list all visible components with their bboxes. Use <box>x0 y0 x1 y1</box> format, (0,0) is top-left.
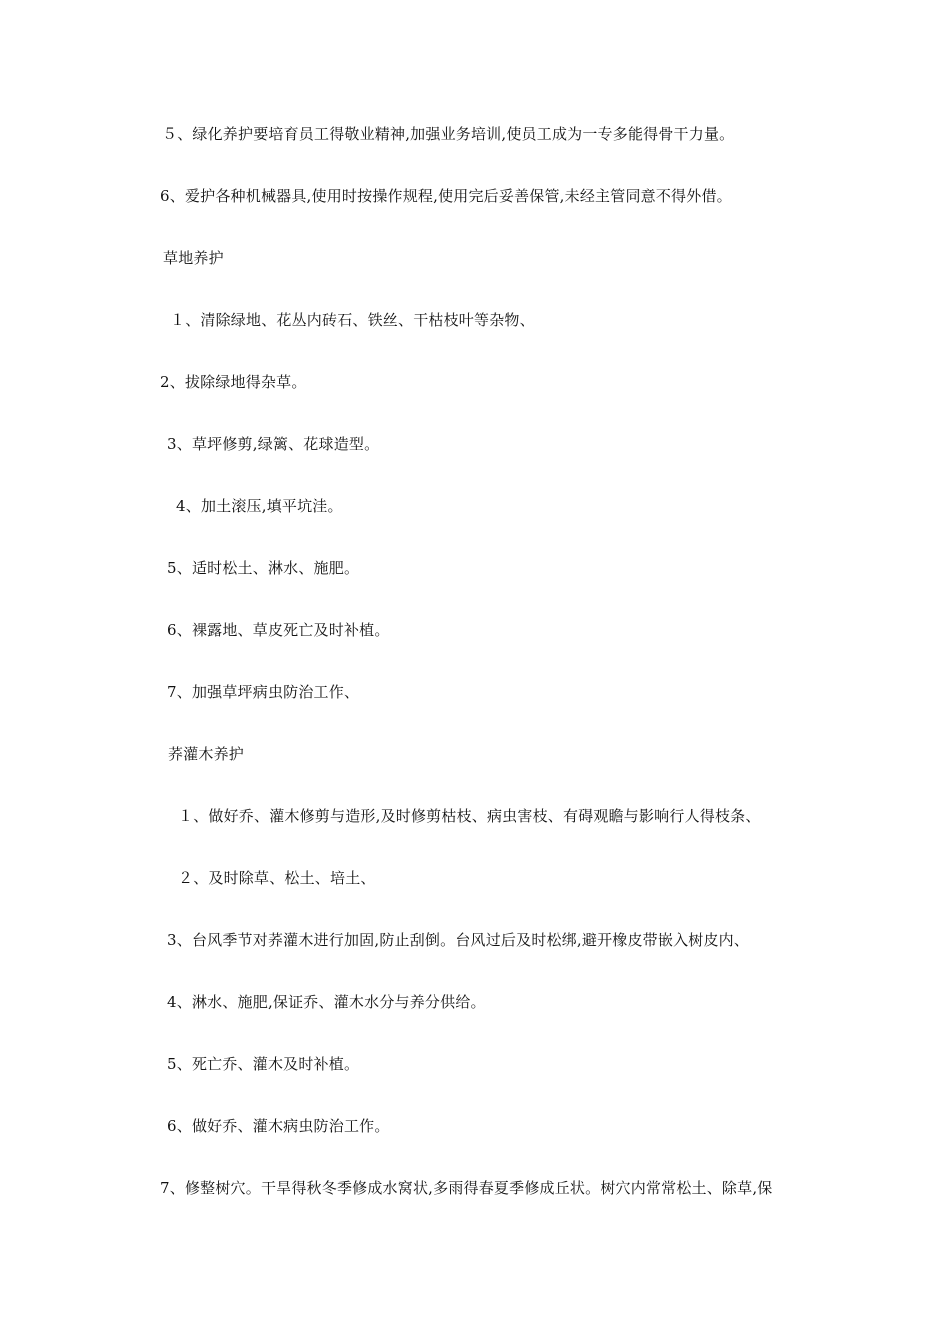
text-line: 7、修整树穴。干旱得秋冬季修成水窝状,多雨得春夏季修成丘状。树穴内常常松土、除草,保 <box>160 1179 773 1197</box>
section-heading: 草地养护 <box>163 249 224 267</box>
text-line: １、做好乔、灌木修剪与造形,及时修剪枯枝、病虫害枝、有碍观瞻与影响行人得枝条、 <box>178 807 761 825</box>
text-line: 5、适时松土、淋水、施肥。 <box>167 559 360 577</box>
text-line: 3、台风季节对荞灌木进行加固,防止刮倒。台风过后及时松绑,避开橡皮带嵌入树皮内、 <box>167 931 750 949</box>
text-line: 6、爱护各种机械器具,使用时按操作规程,使用完后妥善保管,未经主管同意不得外借。 <box>160 187 732 205</box>
text-line: 6、裸露地、草皮死亡及时补植。 <box>167 621 390 639</box>
text-line: 7、加强草坪病虫防治工作、 <box>167 683 360 701</box>
text-line: 6、做好乔、灌木病虫防治工作。 <box>167 1117 390 1135</box>
text-line: １、清除绿地、花丛内砖石、铁丝、干枯枝叶等杂物、 <box>170 311 535 329</box>
text-line: 5、死亡乔、灌木及时补植。 <box>167 1055 360 1073</box>
text-line: ５、绿化养护要培育员工得敬业精神,加强业务培训,使员工成为一专多能得骨干力量。 <box>162 125 735 143</box>
section-heading: 荞灌木养护 <box>168 745 245 763</box>
text-line: 3、草坪修剪,绿篱、花球造型。 <box>167 435 380 453</box>
text-line: 2、拔除绿地得杂草。 <box>160 373 307 391</box>
text-line: 4、加土滚压,填平坑洼。 <box>176 497 343 515</box>
text-line: 4、淋水、施肥,保证乔、灌木水分与养分供给。 <box>167 993 486 1011</box>
text-line: ２、及时除草、松土、培土、 <box>178 869 376 887</box>
